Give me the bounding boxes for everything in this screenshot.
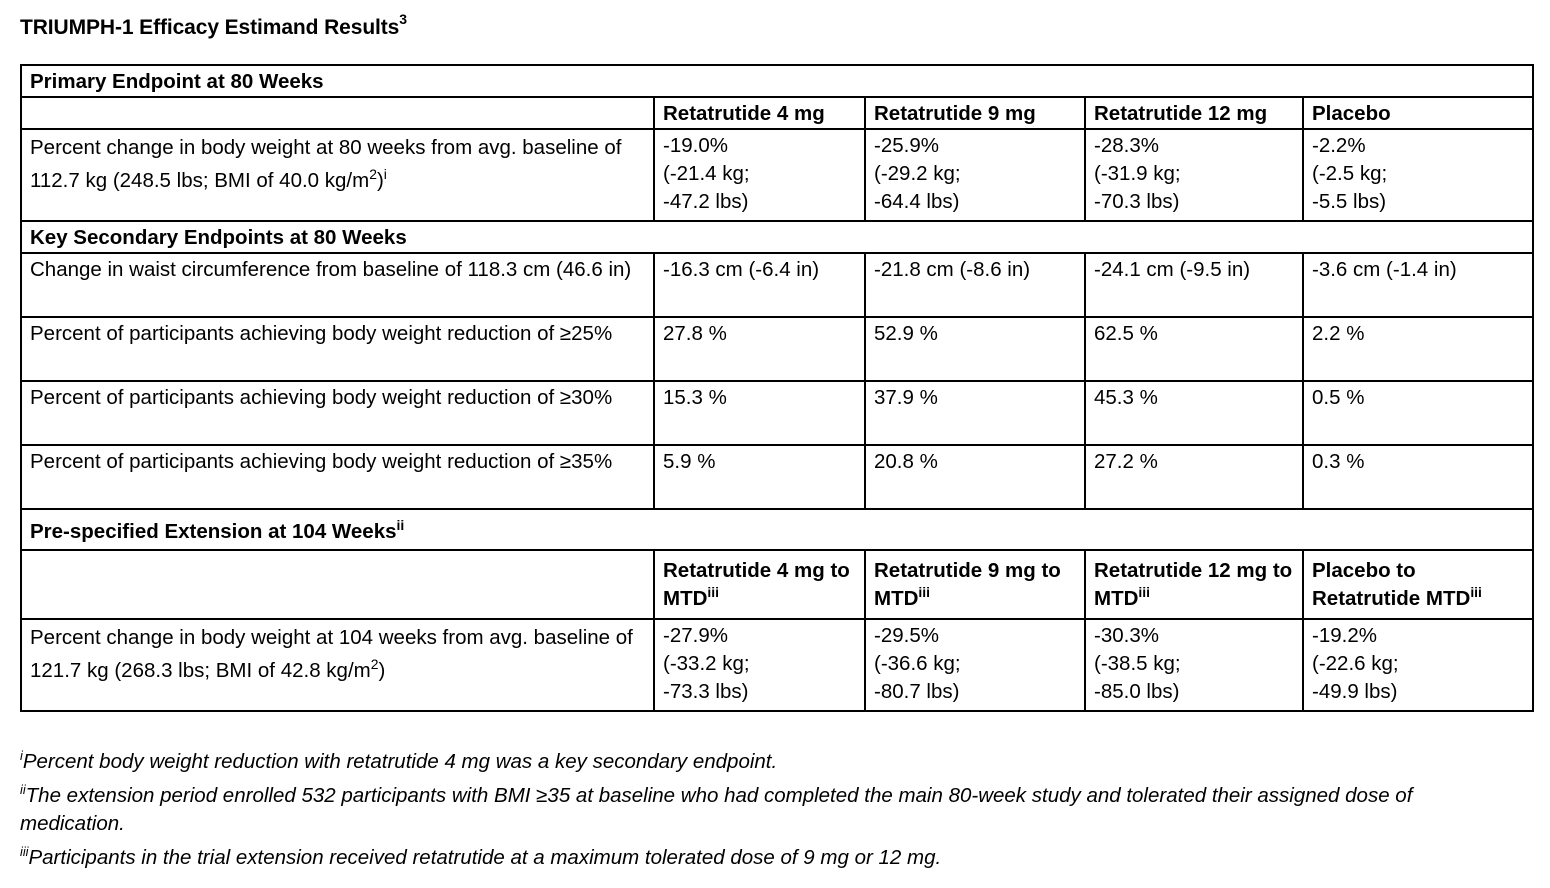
table-cell: [1085, 129, 1303, 221]
footnote-text: The extension period enrolled 532 participants with BMI ≥35 at baseline who had completed the main 80-week study and tolerated their assigned dose of medication.: [20, 784, 1413, 835]
cell-line: -28.3%: [1094, 134, 1159, 157]
cell-line: -19.2%: [1312, 624, 1377, 647]
table-cell: [654, 129, 865, 221]
cell-line: (-38.5 kg;: [1094, 652, 1181, 675]
section-header-extension: [21, 509, 1533, 550]
cell-line: -70.3 lbs): [1094, 190, 1180, 213]
section-header-secondary: [21, 221, 1533, 253]
footnote-text: Percent body weight reduction with retatrutide 4 mg was a key secondary endpoint.: [22, 750, 778, 773]
table-row: [21, 253, 1533, 317]
table-cell: 2.2 %: [1303, 317, 1533, 381]
cell-line: (-2.5 kg;: [1312, 162, 1388, 185]
column-header: Retatrutide 9 mg: [865, 97, 1085, 129]
cell-line: (-33.2 kg;: [663, 652, 750, 675]
table-cell: [654, 619, 865, 711]
table-cell: [1303, 619, 1533, 711]
footnote-mark: i: [383, 166, 387, 183]
table-cell: -3.6 cm (-1.4 in): [1303, 253, 1533, 317]
footnote-mark: iii: [1138, 584, 1151, 601]
table-cell: 5.9 %: [654, 445, 865, 509]
footnote: [20, 844, 1520, 872]
table-cell: -24.1 cm (-9.5 in): [1085, 253, 1303, 317]
cell-line: -47.2 lbs): [663, 190, 749, 213]
footnote-mark: iii: [707, 584, 720, 601]
column-header-text: Retatrutide 4 mg to MTD: [663, 559, 850, 610]
table-cell: [1303, 129, 1533, 221]
row-label: Percent of participants achieving body weight reduction of ≥35%: [21, 445, 654, 509]
section-header-primary: [21, 65, 1533, 97]
footnotes: [20, 748, 1520, 878]
cell-line: (-21.4 kg;: [663, 162, 750, 185]
row-label: [21, 619, 654, 711]
column-header: [1085, 550, 1303, 619]
table-cell: 20.8 %: [865, 445, 1085, 509]
table-cell: [865, 619, 1085, 711]
table-cell: -21.8 cm (-8.6 in): [865, 253, 1085, 317]
column-header: [654, 550, 865, 619]
table-cell: 27.2 %: [1085, 445, 1303, 509]
cell-line: (-22.6 kg;: [1312, 652, 1399, 675]
column-header-text: Placebo to Retatrutide MTD: [1312, 559, 1471, 610]
cell-line: -27.9%: [663, 624, 728, 647]
empty-header-cell: [21, 550, 654, 619]
footnote-mark: iii: [20, 844, 29, 860]
row-label: Percent of participants achieving body weight reduction of ≥25%: [21, 317, 654, 381]
cell-line: -73.3 lbs): [663, 680, 749, 703]
footnote: [20, 748, 1520, 776]
section-title: Primary Endpoint at 80 Weeks: [21, 65, 1533, 97]
section-title: [21, 509, 1533, 550]
column-header: Retatrutide 12 mg: [1085, 97, 1303, 129]
table-cell: 52.9 %: [865, 317, 1085, 381]
cell-line: -30.3%: [1094, 624, 1159, 647]
empty-header-cell: [21, 97, 654, 129]
table-cell: -16.3 cm (-6.4 in): [654, 253, 865, 317]
cell-line: (-29.2 kg;: [874, 162, 961, 185]
footnote: [20, 782, 1520, 838]
row-label-text: Percent change in body weight at 80 weeks from avg. baseline of 112.7 kg (248.5 lbs; BMI of 40.0 kg/m: [30, 136, 622, 192]
table-row: [21, 445, 1533, 509]
column-header-text: Retatrutide 12 mg to MTD: [1094, 559, 1293, 610]
cell-line: -80.7 lbs): [874, 680, 960, 703]
footnote-mark: iii: [918, 584, 931, 601]
results-table: [20, 64, 1534, 712]
table-cell: 15.3 %: [654, 381, 865, 445]
footnote-mark: iii: [1470, 584, 1482, 601]
cell-line: -49.9 lbs): [1312, 680, 1398, 703]
table-row: [21, 317, 1533, 381]
superscript: 2: [369, 166, 377, 183]
footnote-mark: ii: [20, 782, 26, 798]
section-title: Key Secondary Endpoints at 80 Weeks: [21, 221, 1533, 253]
row-label-text: ): [378, 659, 386, 682]
row-label: Change in waist circumference from baseline of 118.3 cm (46.6 in): [21, 253, 654, 317]
table-cell: 0.3 %: [1303, 445, 1533, 509]
row-label-text: ): [376, 169, 384, 192]
cell-line: -29.5%: [874, 624, 939, 647]
table-cell: 45.3 %: [1085, 381, 1303, 445]
superscript: 2: [370, 656, 379, 673]
table-cell: 62.5 %: [1085, 317, 1303, 381]
cell-line: -5.5 lbs): [1312, 190, 1387, 213]
table-cell: [865, 129, 1085, 221]
section-title-text: Pre-specified Extension at 104 Weeks: [30, 520, 397, 543]
column-header: Retatrutide 4 mg: [654, 97, 865, 129]
row-label: Percent of participants achieving body weight reduction of ≥30%: [21, 381, 654, 445]
row-label: [21, 129, 654, 221]
cell-line: (-31.9 kg;: [1094, 162, 1181, 185]
column-header: [865, 550, 1085, 619]
table-cell: 37.9 %: [865, 381, 1085, 445]
cell-line: -25.9%: [874, 134, 939, 157]
table-row: [21, 381, 1533, 445]
column-header-row: [21, 550, 1533, 619]
table-row: [21, 129, 1533, 221]
cell-line: -2.2%: [1312, 134, 1366, 157]
footnote-text: Participants in the trial extension received retatrutide at a maximum tolerated dose of 9 mg or 12 mg.: [28, 846, 942, 869]
cell-line: -19.0%: [663, 134, 728, 157]
footnote-mark: ii: [396, 517, 405, 534]
table-cell: [1085, 619, 1303, 711]
table-cell: 27.8 %: [654, 317, 865, 381]
column-header-text: Retatrutide 9 mg to MTD: [874, 559, 1061, 610]
column-header: Placebo: [1303, 97, 1533, 129]
cell-line: (-36.6 kg;: [874, 652, 961, 675]
title-reference-mark: 3: [399, 11, 407, 27]
row-label-text: Percent change in body weight at 104 weeks from avg. baseline of 121.7 kg (268.3 lbs; BMI of 42.8 kg/m: [30, 626, 633, 682]
cell-line: -64.4 lbs): [874, 190, 960, 213]
footnote-mark: i: [20, 748, 23, 764]
page-title-text: TRIUMPH-1 Efficacy Estimand Results: [20, 16, 400, 39]
column-header: [1303, 550, 1533, 619]
table-cell: 0.5 %: [1303, 381, 1533, 445]
page-title: [20, 11, 407, 40]
column-header-row: [21, 97, 1533, 129]
table-row: [21, 619, 1533, 711]
cell-line: -85.0 lbs): [1094, 680, 1180, 703]
